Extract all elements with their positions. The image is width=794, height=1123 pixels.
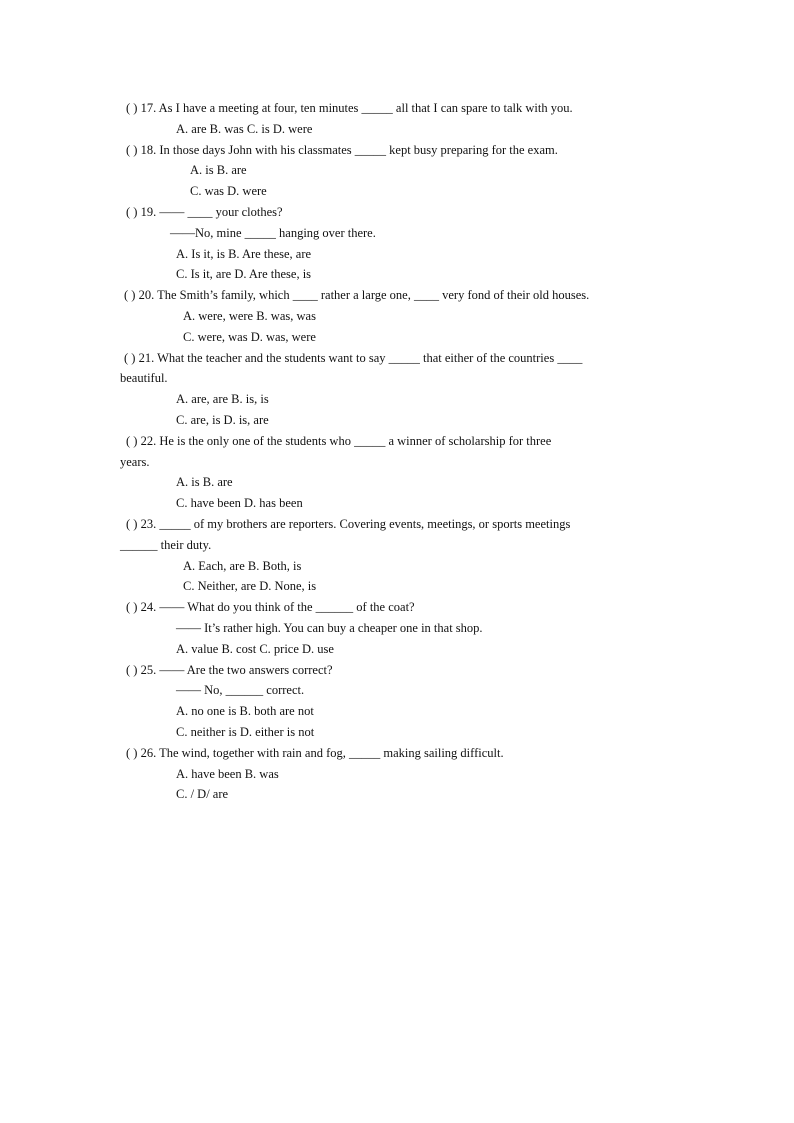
question-line: A. have been B. was [176,767,279,781]
question-line: ——No, mine _____ hanging over there. [170,226,376,240]
question-line: A. are, are B. is, is [176,392,269,406]
question-line: C. have been D. has been [176,496,303,510]
question-text: ( ) 20. The Smith’s family, which ____ rather a large one, ____ very fond of their old houses. [124,288,590,302]
question-line: —— It’s rather high. You can buy a cheaper one in that shop. [176,621,483,635]
question-line: A. value B. cost C. price D. use [176,642,334,656]
question-text: ( ) 25. —— Are the two answers correct? [126,663,333,677]
question-line: —— No, ______ correct. [176,683,305,697]
question-line: C. are, is D. is, are [176,413,269,427]
question-line: C. Neither, are D. None, is [183,579,317,593]
question-line: C. neither is D. either is not [176,725,315,739]
question-line: years. [120,455,150,469]
question-text: ( ) 21. What the teacher and the students want to say _____ that either of the countries ____ [124,351,583,365]
question-line: A. is B. are [176,475,233,489]
question-text: ( ) 26. The wind, together with rain and fog, _____ making sailing difficult. [126,746,504,760]
question-line: C. were, was D. was, were [183,330,316,344]
question-text: ( ) 23. _____ of my brothers are reporters. Covering events, meetings, or sports meetings [126,517,571,531]
question-line: A. is B. are [190,163,247,177]
question-line: A. are B. was C. is D. were [176,122,313,136]
question-text: ( ) 19. —— ____ your clothes? [126,205,283,219]
question-line: C. / D/ are [176,787,229,801]
question-text: ( ) 17. As I have a meeting at four, ten minutes _____ all that I can spare to talk with you. [126,101,573,115]
question-line: A. were, were B. was, was [183,309,316,323]
question-line: A. Is it, is B. Are these, are [176,247,312,261]
question-line: C. Is it, are D. Are these, is [176,267,312,281]
question-line: beautiful. [120,371,168,385]
question-text: ( ) 18. In those days John with his classmates _____ kept busy preparing for the exam. [126,143,558,157]
question-line: C. was D. were [190,184,267,198]
question-line: A. Each, are B. Both, is [183,559,302,573]
question-text: ( ) 22. He is the only one of the students who _____ a winner of scholarship for three [126,434,552,448]
question-text: ( ) 24. —— What do you think of the ______ of the coat? [126,600,415,614]
question-line: A. no one is B. both are not [176,704,314,718]
question-line: ______ their duty. [120,538,212,552]
